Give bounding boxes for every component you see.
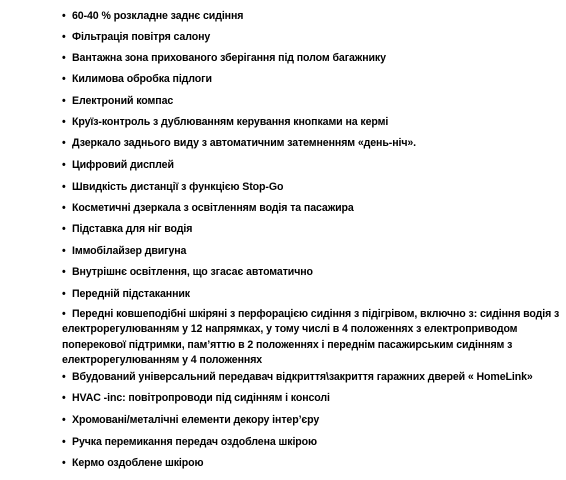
list-item-text: Швидкість дистанції з функцією Stop-Go xyxy=(72,181,284,193)
list-item-text: Косметичні дзеркала з освітленням водія та пасажира xyxy=(72,202,354,214)
bullet: • xyxy=(62,116,66,128)
bullet: • xyxy=(62,73,66,85)
list-item xyxy=(62,114,562,130)
list-item-text: Вантажна зона прихованого зберігання під полом багажнику xyxy=(72,52,386,64)
bullet: • xyxy=(62,245,66,257)
list-item-text: Іммобілайзер двигуна xyxy=(72,245,187,257)
list-item xyxy=(62,8,562,24)
list-item xyxy=(62,307,560,369)
list-item-text: Передній підстаканник xyxy=(72,288,190,300)
list-item-text: Передні ковшеподібні шкіряні з перфорацією сидіння з підігрівом, включно з: сидіння водія з електрорегулюванням у 12 напрямках, у тому числі в 4 положеннях з електроприводом поперекової підтримки, пам’яттю в 2 положеннях і переднім пасажирським сидінням з електрорегулюванням у 4 положеннях xyxy=(62,308,560,367)
list-item xyxy=(62,434,562,450)
bullet: • xyxy=(62,52,66,64)
list-item xyxy=(62,71,562,87)
bullet: • xyxy=(62,308,66,320)
list-item-text: Внутрішнє освітлення, що згасає автоматично xyxy=(72,266,313,278)
bullet: • xyxy=(62,457,66,469)
list-item-text: Круїз-контроль з дублюванням керування кнопками на кермі xyxy=(72,116,389,128)
list-item-text: Вбудований універсальний передавач відкриття\закриття гаражних дверей « HomeLink» xyxy=(72,371,533,383)
bullet: • xyxy=(62,436,66,448)
bullet: • xyxy=(62,10,66,22)
bullet: • xyxy=(62,137,66,149)
list-item-text: Хромовані/металічні елементи декору інтер’єру xyxy=(72,414,320,426)
list-item xyxy=(62,29,562,45)
bullet: • xyxy=(62,371,66,383)
bullet: • xyxy=(62,266,66,278)
bullet: • xyxy=(62,31,66,43)
list-item-text: 60-40 % розкладне заднє сидіння xyxy=(72,10,244,22)
bullet: • xyxy=(62,223,66,235)
list-item xyxy=(62,157,562,173)
list-item xyxy=(62,390,562,406)
bullet: • xyxy=(62,181,66,193)
list-item-text: Ручка перемикання передач оздоблена шкірою xyxy=(72,436,317,448)
bullet: • xyxy=(62,95,66,107)
bullet: • xyxy=(62,288,66,300)
bullet: • xyxy=(62,202,66,214)
list-item-text: Підставка для ніг водія xyxy=(72,223,193,235)
list-item xyxy=(62,93,562,109)
list-item xyxy=(62,286,562,302)
list-item xyxy=(62,369,562,385)
list-item xyxy=(62,50,562,66)
list-item xyxy=(62,243,562,259)
list-item xyxy=(62,264,562,280)
list-item-text: HVAC -inc: повітропроводи під сидінням і консолі xyxy=(72,392,330,404)
list-item-text: Фільтрація повітря салону xyxy=(72,31,211,43)
list-item-text: Електроний компас xyxy=(72,95,174,107)
list-item xyxy=(62,221,562,237)
list-item-text: Дзеркало заднього виду з автоматичним затемненням «день-ніч». xyxy=(72,137,417,149)
bullet: • xyxy=(62,414,66,426)
bullet: • xyxy=(62,392,66,404)
list-item xyxy=(62,412,562,428)
list-item xyxy=(62,455,562,471)
list-item-text: Цифровий дисплей xyxy=(72,159,174,171)
list-item-text: Килимова обробка підлоги xyxy=(72,73,212,85)
list-item xyxy=(62,179,562,195)
list-item-text: Кермо оздоблене шкірою xyxy=(72,457,204,469)
list-item xyxy=(62,135,562,151)
list-item xyxy=(62,200,562,216)
bullet: • xyxy=(62,159,66,171)
